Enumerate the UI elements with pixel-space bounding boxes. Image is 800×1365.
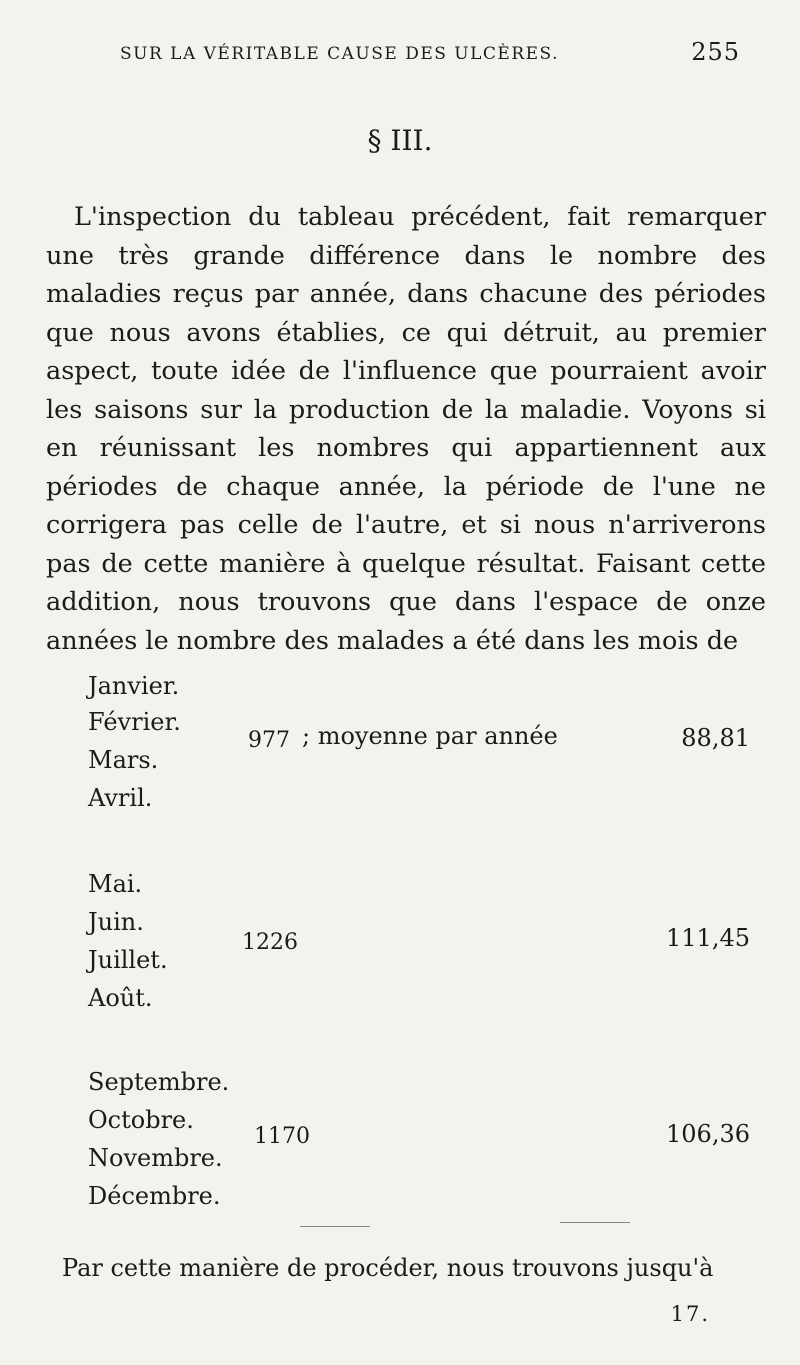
average-label: ; moyenne par année: [302, 722, 558, 750]
month-label: Janvier.: [88, 672, 180, 700]
month-label: Décembre.: [88, 1182, 221, 1210]
month-label: Février.: [88, 708, 181, 736]
period-total: 1226: [242, 930, 298, 955]
month-label: Août.: [88, 984, 153, 1012]
month-label: Juillet.: [88, 946, 168, 974]
period-average: 111,45: [666, 924, 750, 952]
period-average: 88,81: [681, 724, 750, 752]
section-title: § III.: [367, 124, 433, 157]
month-label: Septembre.: [88, 1068, 230, 1096]
month-label: Juin.: [88, 908, 144, 936]
period-average: 106,36: [666, 1120, 750, 1148]
signature-mark: 17.: [670, 1302, 710, 1326]
month-label: Octobre.: [88, 1106, 194, 1134]
month-label: Mars.: [88, 746, 159, 774]
month-label: Avril.: [88, 784, 153, 812]
closing-line: Par cette manière de procéder, nous trouvons jusqu'à: [62, 1254, 714, 1282]
body-paragraph: [46, 198, 766, 660]
divider-rule: [300, 1226, 370, 1227]
page-number: 255: [691, 38, 740, 66]
month-label: Novembre.: [88, 1144, 223, 1172]
paragraph-text: L'inspection du tableau précédent, fait remarquer une très grande différence dans le nombre des maladies reçus par année, dans chacune des périodes que nous avons établies, ce qui détruit, au premier aspect, toute idée de l'influence que pourraient avoir les saisons sur la production de la maladie. Voyons si en réunissant les nombres qui appartiennent aux périodes de chaque année, la période de l'une ne corrigera pas celle de l'autre, et si nous n'arriverons pas de cette manière à quelque résultat. Faisant cette addition, nous trouvons que dans l'espace de onze années le nombre des malades a été dans les mois de: [46, 202, 766, 656]
period-total: 1170: [254, 1124, 310, 1149]
month-label: Mai.: [88, 870, 143, 898]
running-head: [120, 38, 740, 72]
running-title: SUR LA VÉRITABLE CAUSE DES ULCÈRES.: [120, 44, 559, 64]
divider-rule: [560, 1222, 630, 1223]
period-total: 977: [248, 728, 290, 753]
